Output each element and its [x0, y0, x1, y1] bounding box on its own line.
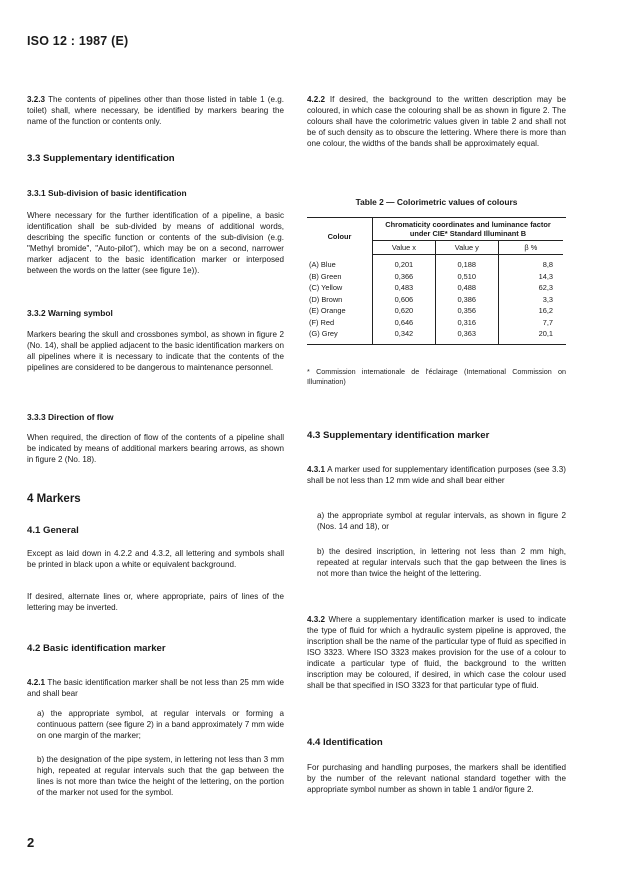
heading-4-3: 4.3 Supplementary identification marker: [307, 430, 490, 441]
table-cell: (F) Red: [307, 317, 373, 329]
table-cell: 20,1: [538, 329, 553, 338]
list-item-a: a) the appropriate symbol at regular intervals, as shown in figure 2 (Nos. 14 and 18), or: [317, 511, 566, 531]
clause-4-3-1: [307, 464, 566, 486]
clause-4-3-2: [307, 614, 566, 691]
table-cell: 3,3: [542, 294, 553, 304]
clause-text: The contents of pipelines other than those listed in table 1 (e.g. toilet) shall, where necessary, be identified by markers bearing the name of the function or contents only.: [27, 95, 284, 126]
table-footnote: * Commission internationale de l'éclairage (International Commission on Illumination): [307, 367, 566, 386]
table-cell: (C) Yellow: [307, 282, 373, 294]
clause-number: 4.3.1: [307, 465, 326, 474]
clause-3-3-3-text: When required, the direction of flow of the contents of a pipeline shall be indicated by means of additional markers bearing arrows, as shown in figure 2 (No. 18).: [27, 433, 284, 464]
heading-4-2: 4.2 Basic identification marker: [27, 643, 166, 654]
table-cell: (A) Blue: [307, 255, 373, 271]
clause-number: 4.3.2: [307, 615, 326, 624]
clause-3-3-2-text: Markers bearing the skull and crossbones symbol, as shown in figure 2 (No. 14), shall be applied adjacent to the basic identification markers on all pipelines where it is necessary to indicate that the contents of the pipelines are considered to be dangerous to maintenance personnel.: [27, 330, 284, 372]
clause-4-1-text-2: If desired, alternate lines or, where appropriate, pairs of lines of the lettering may be inverted.: [27, 592, 284, 612]
list-item-a: a) the appropriate symbol, at regular intervals or forming a continuous pattern (see figure 2) in a band approximately 7 mm wide on one margin of the marker;: [37, 709, 284, 740]
table-cell: 8,8: [542, 260, 553, 269]
list-item-b: b) the designation of the pipe system, in lettering not less than 3 mm high, repeated at regular intervals such that the gap between the lines is not more than twice the height of the lettering, on the portion of the marker not used for the symbol.: [37, 755, 284, 797]
heading-3-3: 3.3 Supplementary identification: [27, 153, 175, 164]
col-group-header: Chromaticity coordinates and luminance factor under CIE* Standard Illuminant B: [373, 218, 564, 241]
clause-3-2-3: [27, 94, 284, 127]
clause-text: The basic identification marker shall be not less than 25 mm wide and shall bear: [27, 678, 285, 698]
table-cell: 0,342: [394, 329, 414, 338]
table-cell: 0,201: [394, 260, 414, 269]
table-cell: 0,488: [435, 282, 498, 294]
page-number: 2: [27, 835, 35, 850]
clause-4-1-text-1: Except as laid down in 4.2.2 and 4.3.2, all lettering and symbols shall be printed in black upon a white or equivalent background.: [27, 549, 284, 569]
heading-4-4: 4.4 Identification: [307, 737, 383, 748]
clause-text: A marker used for supplementary identification purposes (see 3.3) shall be not less than 12 mm wide and shall bear either: [307, 465, 566, 485]
table-cell: (D) Brown: [307, 294, 373, 306]
table-cell: 0,366: [394, 271, 414, 281]
heading-4: 4 Markers: [27, 493, 81, 505]
clause-3-3-1-text: Where necessary for the further identification of a pipeline, a basic identification shall be sub-divided by means of additional words, describing the specific function or contents of the sub-division (e.g. "Methyl bromide", "Auto-pilot"), which may be on a second, narrower marker adjacent to the basic identification marker or interposed between the words on the latter (see figure 1e)).: [27, 211, 284, 275]
table-cell: 14,3: [538, 271, 553, 281]
table-cell: 7,7: [542, 317, 553, 327]
table-cell: 0,620: [394, 306, 414, 315]
table-cell: 0,356: [435, 305, 498, 317]
table-cell: 0,386: [435, 294, 498, 306]
table-cell: 16,2: [538, 306, 553, 315]
table-cell: 0,316: [435, 317, 498, 329]
table-cell: 0,188: [435, 255, 498, 271]
clause-4-4-text: For purchasing and handling purposes, the markers shall be identified by the number of the relevant national standard together with the appropriate symbol number as shown in table 1 and/or figure 2.: [307, 763, 566, 794]
clause-text: If desired, the background to the written description may be coloured, in which case the colouring shall be as shown in figure 2. The colours shall have the colorimetric values given in table 2 and shall not be of such density as to obscure the lettering. Where there is more than one colour, the widths of the bands shall be approximately equal.: [307, 95, 566, 148]
table-cell: 0,483: [394, 283, 414, 292]
clause-number: 3.2.3: [27, 95, 46, 104]
col-beta-header: β %: [498, 241, 563, 255]
table-cell: (E) Orange: [307, 305, 373, 317]
table-cell: 0,510: [435, 271, 498, 283]
table-cell: 0,606: [394, 294, 414, 304]
document-header: ISO 12 : 1987 (E): [27, 34, 129, 48]
clause-number: 4.2.2: [307, 95, 326, 104]
table-cell: 0,646: [394, 317, 414, 327]
table-body: [307, 255, 563, 344]
clause-text: Where a supplementary identification marker is used to indicate the type of fluid for which a hydraulic system pipeline is approved, the inscription shall be the name of the particular type of fluid as specified in ISO 3323. Where ISO 3323 makes provision for the use of a colour to indicate a particular type of fluid, the background to the written inscription may be coloured, if desired, in which case the colour used shall be that specified in ISO 3323 for that particular type of fluid.: [307, 615, 566, 690]
heading-4-1: 4.1 General: [27, 525, 79, 536]
heading-3-3-2: 3.3.2 Warning symbol: [27, 308, 113, 318]
col-x-header: Value x: [373, 241, 436, 255]
clause-4-2-2: [307, 94, 566, 149]
table-cell: (B) Green: [307, 271, 373, 283]
heading-3-3-1: 3.3.1 Sub-division of basic identification: [27, 188, 187, 198]
table-cell: (G) Grey: [307, 328, 373, 344]
table-title: Table 2 — Colorimetric values of colours: [355, 197, 518, 207]
clause-number: 4.2.1: [27, 678, 46, 687]
colorimetric-table: [307, 217, 566, 345]
table-cell: 62,3: [538, 283, 553, 292]
col-y-header: Value y: [435, 241, 498, 255]
heading-3-3-3: 3.3.3 Direction of flow: [27, 412, 114, 422]
table-cell: 0,363: [435, 328, 498, 344]
list-item-b: b) the desired inscription, in lettering not less than 2 mm high, repeated at regular intervals such that the gap between the lines is not more than twice the height of the lettering.: [317, 547, 566, 578]
clause-4-2-1: [27, 677, 284, 699]
col-colour-header: Colour: [307, 218, 373, 255]
